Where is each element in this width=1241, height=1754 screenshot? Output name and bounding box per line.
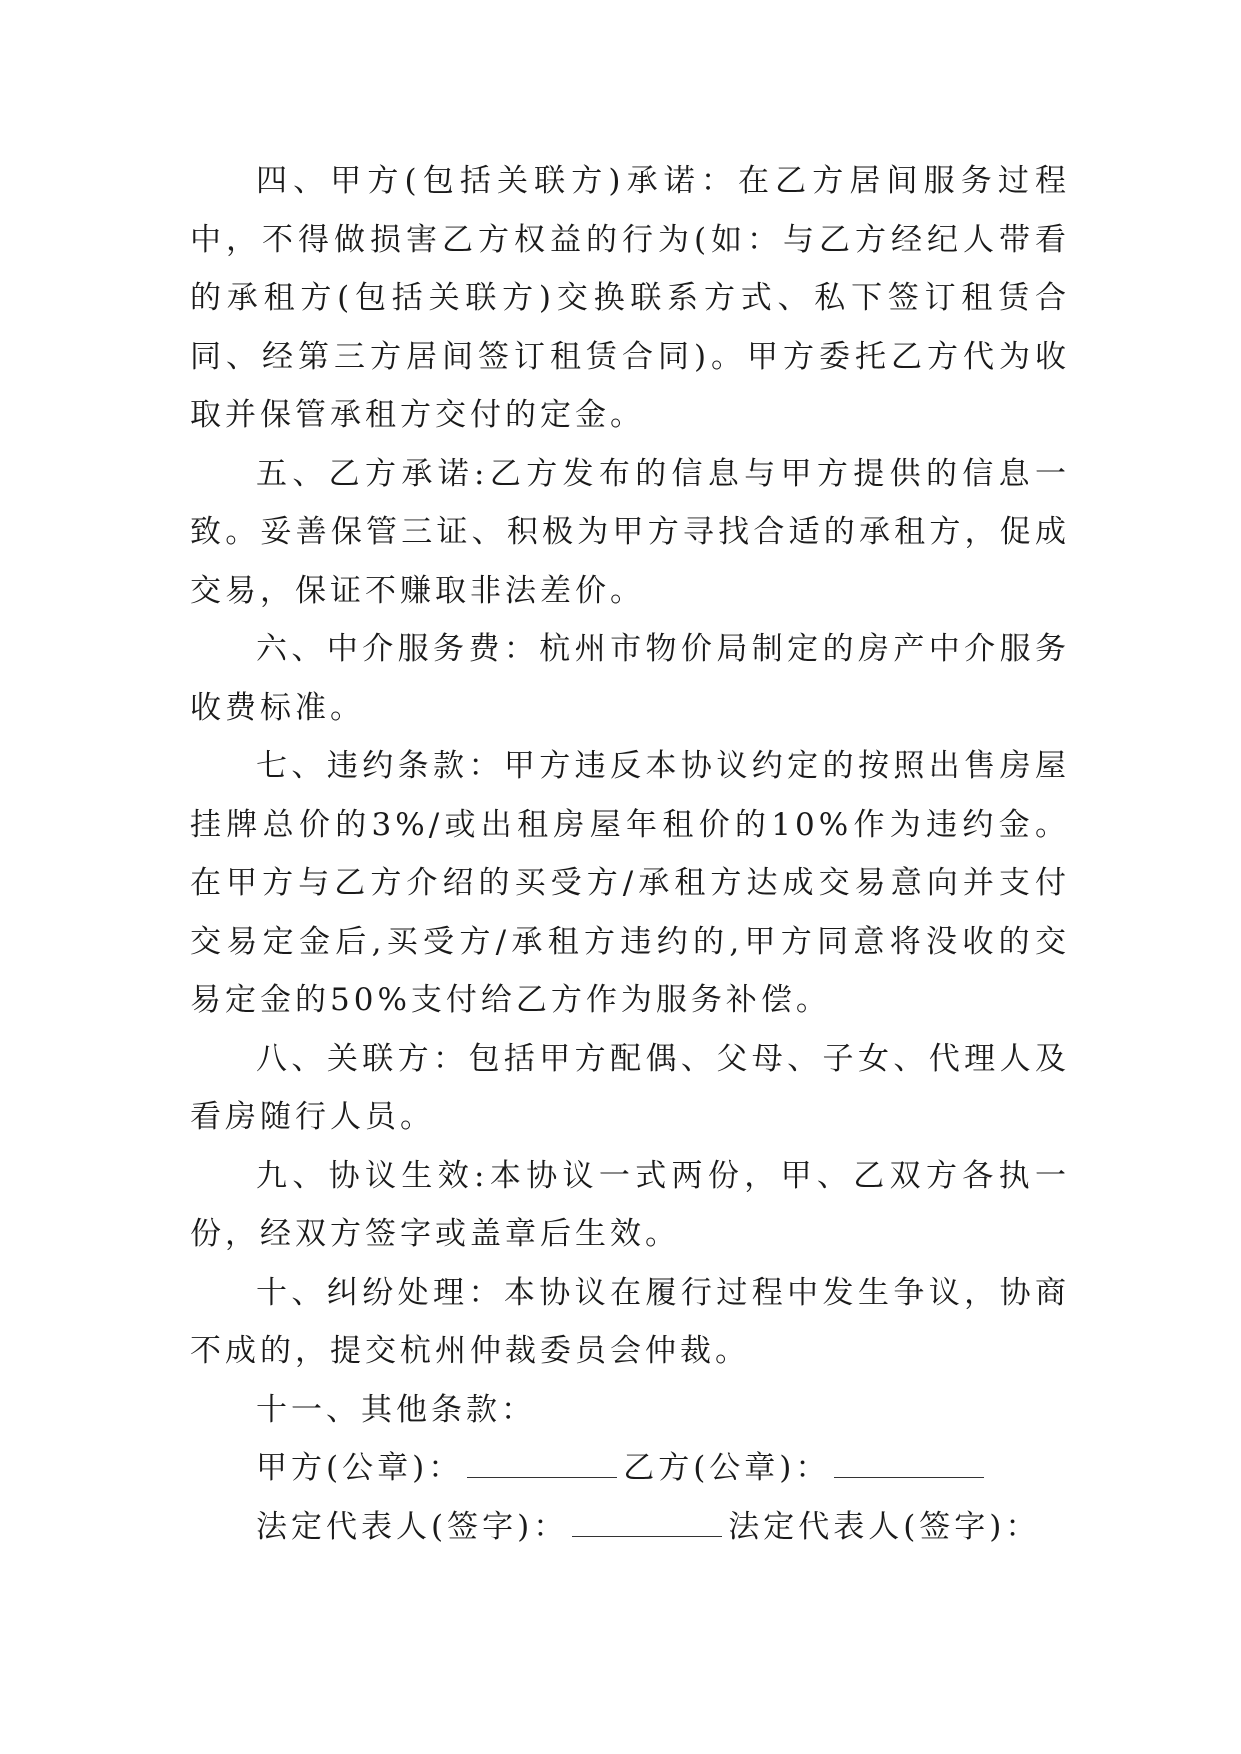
rep-a-label: 法定代表人(签字)： (256, 1508, 569, 1545)
rep-a-blank[interactable] (572, 1535, 722, 1537)
clause-7: 七、违约条款：甲方违反本协议约定的按照出售房屋挂牌总价的3%/或出租房屋年租价的10%作为违约金。在甲方与乙方介绍的买受方/承租方达成交易意向并支付交易定金后,买受方/承租方违约的,甲方同意将没收的交易定金的50%支付给乙方作为服务补偿。 (190, 748, 1070, 1018)
clause-8: 八、关联方：包括甲方配偶、父母、子女、代理人及看房随行人员。 (190, 1040, 1070, 1135)
representative-line (190, 1498, 1070, 1557)
rep-b-label: 法定代表人(签字)： (728, 1508, 1041, 1545)
clause-9: 九、协议生效:本协议一式两份，甲、乙双方各执一份，经双方签字或盖章后生效。 (190, 1157, 1070, 1252)
party-a-seal-label: 甲方(公章)： (256, 1450, 464, 1486)
party-b-seal-blank[interactable] (834, 1476, 984, 1478)
party-b-seal-label: 乙方(公章)： (623, 1450, 831, 1486)
contract-body (190, 152, 1070, 1556)
clause-5: 五、乙方承诺:乙方发布的信息与甲方提供的信息一致。妥善保管三证、积极为甲方寻找合适的承租方，促成交易，保证不赚取非法差价。 (190, 455, 1070, 609)
clause-6: 六、中介服务费：杭州市物价局制定的房产中介服务收费标准。 (190, 631, 1070, 726)
clause-4: 四、甲方(包括关联方)承诺：在乙方居间服务过程中，不得做损害乙方权益的行为(如：与乙方经纪人带看的承租方(包括关联方)交换联系方式、私下签订租赁合同、经第三方居间签订租赁合同)。甲方委托乙方代为收取并保管承租方交付的定金。 (190, 163, 1070, 433)
clause-11-other-terms: 十一、其他条款： (256, 1391, 536, 1428)
seal-line (190, 1439, 1070, 1498)
clause-10: 十、纠纷处理：本协议在履行过程中发生争议，协商不成的，提交杭州仲裁委员会仲裁。 (190, 1274, 1070, 1369)
party-a-seal-blank[interactable] (467, 1476, 617, 1478)
